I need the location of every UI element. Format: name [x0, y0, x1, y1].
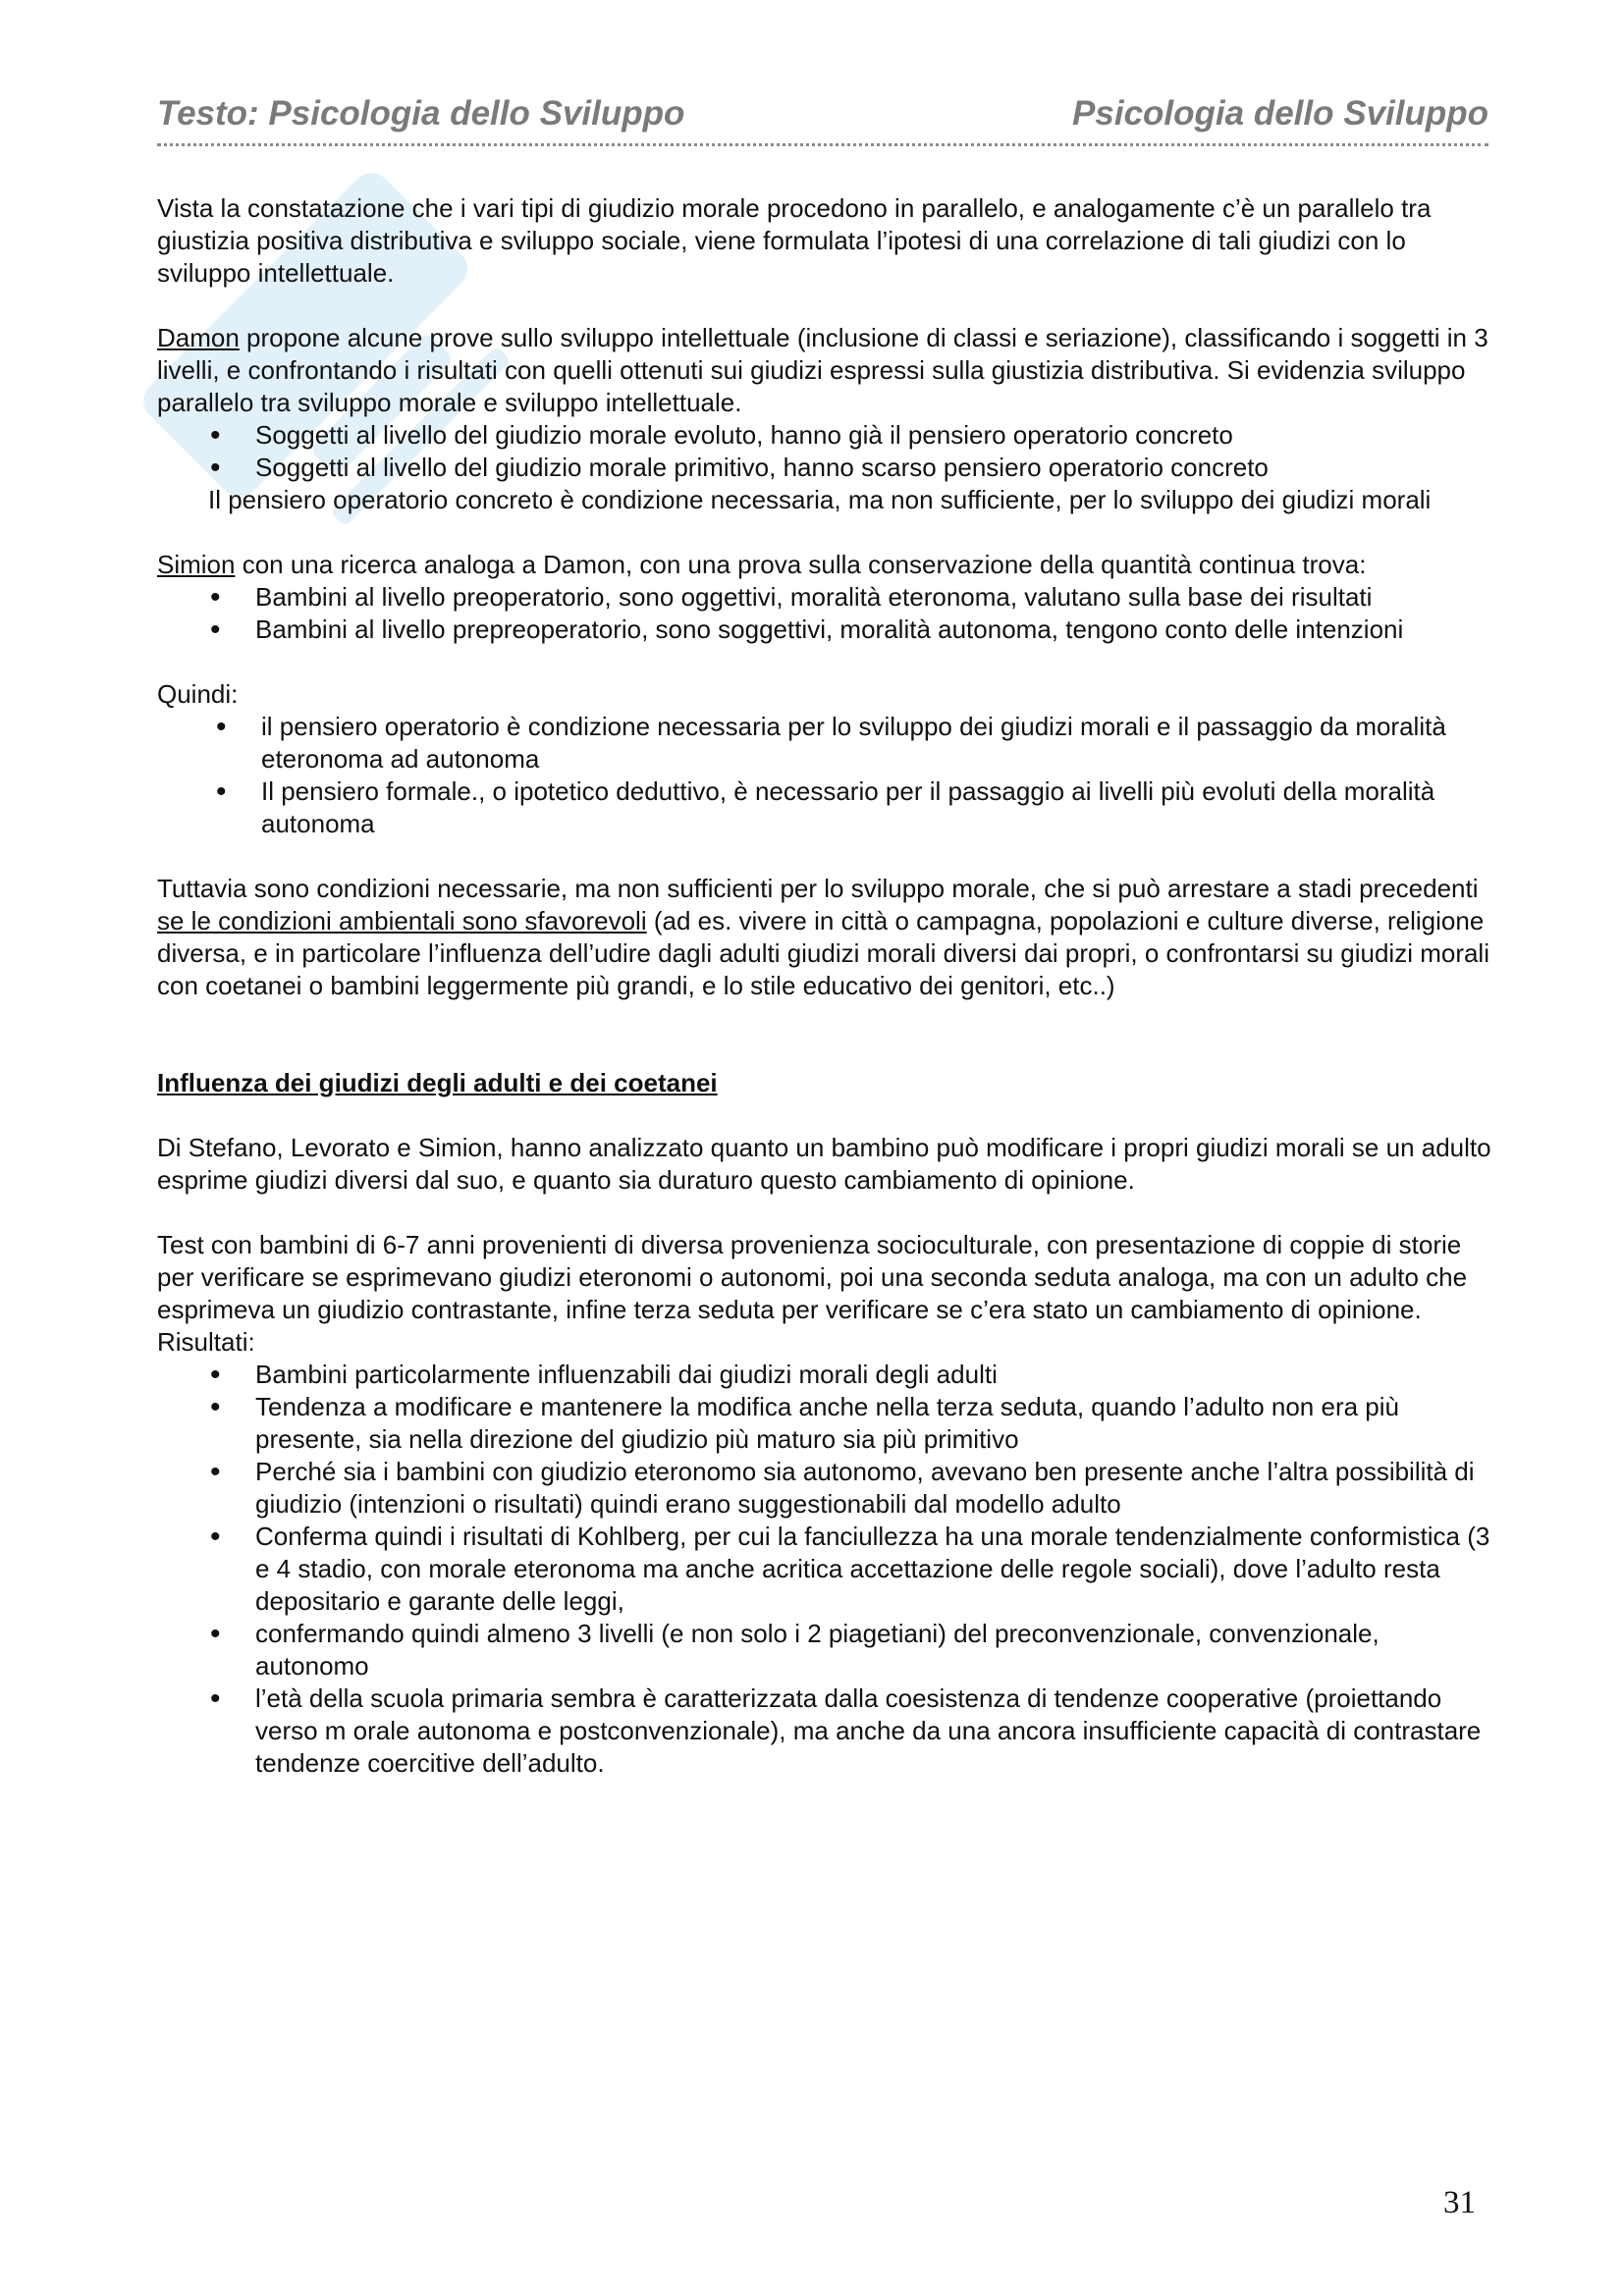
distefano-paragraph: Di Stefano, Levorato e Simion, hanno analizzato quanto un bambino può modificare i propri giudizi morali se un adulto esprime giudizi diversi dal suo, e quanto sia duraturo questo cambiamento di opinione. — [157, 1133, 1491, 1195]
list-item: • Bambini al livello prepreoperatorio, sono soggettivi, moralità autonoma, tengono conto delle intenzioni — [255, 614, 1494, 646]
damon-paragraph — [157, 322, 1494, 419]
quindi-bullet-list — [157, 711, 1494, 840]
page-header — [157, 94, 1488, 146]
tuttavia-text-end: (ad es. vivere in città o campagna, popolazioni e culture diverse, religione diversa, e in particolare l’influenza dell’udire dagli adulti giudizi morali diversi dai propri, o confrontarsi su giudizi morali con coetanei o bambini leggermente più grandi, e lo stile educativo dei genitori, etc..) — [157, 906, 1489, 1000]
test-paragraph: Test con bambini di 6-7 anni provenienti di diversa provenienza socioculturale, con presentazione di coppie di storie per verificare se esprimevano giudizi eteronomi o autonomi, poi una seconda seduta analoga, ma con un adulto che esprimeva un giudizio contrastante, infine terza seduta per verificare se c’era stato un cambiamento di opinione. Risultati: — [157, 1230, 1468, 1357]
damon-text: propone alcune prove sullo sviluppo intellettuale (inclusione di classi e seriazione), classificando i soggetti in 3 livelli, e confrontando i risultati con quelli ottenuti sui giudizi espressi sulla giustizia distributiva. Si evidenzia sviluppo parallelo tra sviluppo morale e sviluppo intellettuale. — [157, 323, 1488, 417]
document-body — [157, 192, 1494, 1780]
list-item: • Soggetti al livello del giudizio morale evoluto, hanno già il pensiero operatorio concreto — [255, 419, 1494, 452]
tuttavia-text-start: Tuttavia sono condizioni necessarie, ma non sufficienti per lo sviluppo morale, che si può arrestare a stadi precedenti — [157, 874, 1479, 903]
list-item: • il pensiero operatorio è condizione necessaria per lo sviluppo dei giudizi morali e il passaggio da moralità eteronoma ad autonoma — [255, 711, 1494, 775]
simion-paragraph — [157, 549, 1494, 581]
damon-note: Il pensiero operatorio concreto è condizione necessaria, ma non sufficiente, per lo sviluppo dei giudizi morali — [208, 485, 1432, 514]
simion-text: con una ricerca analoga a Damon, con una prova sulla conservazione della quantità continua trova: — [235, 550, 1367, 579]
list-item: • Conferma quindi i risultati di Kohlberg, per cui la fanciullezza ha una morale tendenzialmente conformistica (3 e 4 stadio, con morale eteronoma ma anche acritica accettazione delle regole sociali), dove l’adulto resta depositario e garante delle leggi, — [255, 1521, 1494, 1618]
damon-name: Damon — [157, 323, 240, 352]
tuttavia-paragraph — [157, 873, 1494, 1002]
simion-bullet-list — [157, 581, 1494, 646]
results-bullet-list — [157, 1359, 1494, 1780]
list-item: • Il pensiero formale., o ipotetico deduttivo, è necessario per il passaggio ai livelli più evoluti della moralità autonoma — [255, 775, 1494, 840]
page-number: 31 — [1443, 2185, 1476, 2220]
list-item: • l’età della scuola primaria sembra è caratterizzata dalla coesistenza di tendenze cooperative (proiettando verso m orale autonoma e postconvenzionale), ma anche da una ancora insufficiente capacità di contrastare tendenze coercitive dell’adulto. — [255, 1682, 1494, 1780]
list-item: • Bambini al livello preoperatorio, sono oggettivi, moralità eteronoma, valutano sulla base dei risultati — [255, 581, 1494, 614]
quindi-label: Quindi: — [157, 679, 239, 709]
damon-bullet-list — [157, 419, 1494, 484]
list-item: • Tendenza a modificare e mantenere la modifica anche nella terza seduta, quando l’adulto non era più presente, sia nella direzione del giudizio più maturo sia più primitivo — [255, 1391, 1494, 1456]
intro-paragraph: Vista la constatazione che i vari tipi di giudizio morale procedono in parallelo, e analogamente c’è un parallelo tra giustizia positiva distributiva e sviluppo sociale, viene formulata l’ipotesi di una correlazione di tali giudizi con lo sviluppo intellettuale. — [157, 193, 1432, 288]
list-item: • Bambini particolarmente influenzabili dai giudizi morali degli adulti — [255, 1359, 1494, 1391]
simion-name: Simion — [157, 550, 236, 579]
header-subject: Psicologia dello Sviluppo — [1072, 94, 1488, 133]
list-item: • Soggetti al livello del giudizio morale primitivo, hanno scarso pensiero operatorio concreto — [255, 452, 1494, 484]
header-document-title: Testo: Psicologia dello Sviluppo — [157, 94, 685, 133]
section-title: Influenza dei giudizi degli adulti e dei coetanei — [157, 1068, 718, 1097]
tuttavia-underlined-text: se le condizioni ambientali sono sfavorevoli — [157, 906, 647, 935]
list-item: • confermando quindi almeno 3 livelli (e non solo i 2 piagetiani) del preconvenzionale, convenzionale, autonomo — [255, 1618, 1494, 1682]
list-item: • Perché sia i bambini con giudizio eteronomo sia autonomo, avevano ben presente anche l’altra possibilità di giudizio (intenzioni o risultati) quindi erano suggestionabili dal modello adulto — [255, 1456, 1494, 1521]
